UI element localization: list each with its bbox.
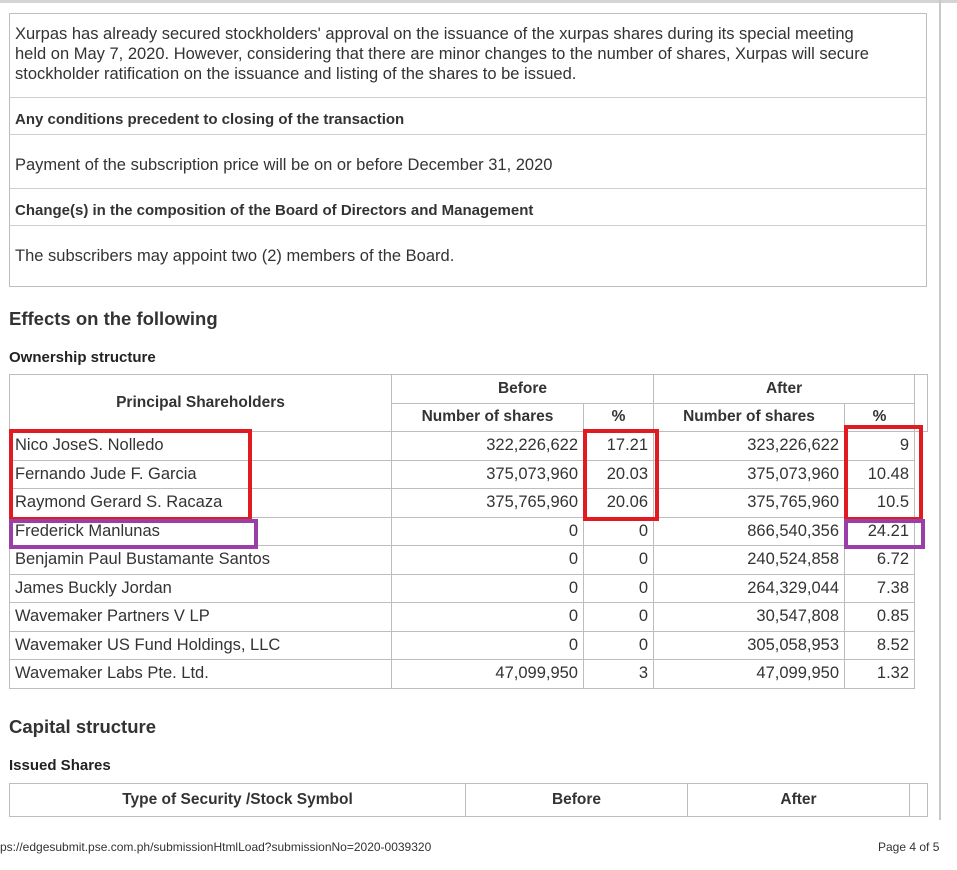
shareholder-name: Raymond Gerard S. Racaza: [10, 489, 392, 518]
after-pct: 8.52: [845, 631, 915, 660]
divider: [10, 134, 926, 135]
after-pct: 1.32: [845, 660, 915, 689]
col-after: After: [654, 375, 915, 404]
before-pct: 20.06: [584, 489, 654, 518]
col-security-type: Type of Security /Stock Symbol: [10, 784, 466, 817]
col-before: Before: [392, 375, 654, 404]
issued-shares-table: [9, 783, 928, 817]
transaction-details-panel: [9, 13, 927, 287]
ownership-heading: Ownership structure: [9, 349, 156, 366]
before-shares: 375,765,960: [392, 489, 584, 518]
after-shares: 375,073,960: [654, 460, 845, 489]
table-row: [10, 574, 928, 603]
table-row: [10, 631, 928, 660]
after-pct: 9: [845, 432, 915, 461]
before-shares: 0: [392, 631, 584, 660]
after-pct: 10.5: [845, 489, 915, 518]
after-pct: 10.48: [845, 460, 915, 489]
shareholder-name: Frederick Manlunas: [10, 517, 392, 546]
conditions-text: Payment of the subscription price will be on or before December 31, 2020: [15, 156, 553, 174]
shareholder-name: Wavemaker Partners V LP: [10, 603, 392, 632]
highlight-before-pct: [583, 429, 659, 521]
board-heading: Change(s) in the composition of the Board of Directors and Management: [15, 202, 534, 219]
shareholder-name: Wavemaker US Fund Holdings, LLC: [10, 631, 392, 660]
col-before: Before: [466, 784, 688, 817]
top-border: [0, 0, 957, 3]
col-before-pct: %: [584, 403, 654, 432]
after-shares: 375,765,960: [654, 489, 845, 518]
after-shares: 264,329,044: [654, 574, 845, 603]
table-row: [10, 660, 928, 689]
table-row: [10, 546, 928, 575]
after-shares: 866,540,356: [654, 517, 845, 546]
divider: [10, 225, 926, 226]
before-shares: 0: [392, 603, 584, 632]
after-shares: 305,058,953: [654, 631, 845, 660]
after-shares: 240,524,858: [654, 546, 845, 575]
page-right-rule: [939, 0, 941, 820]
before-shares: 375,073,960: [392, 460, 584, 489]
before-shares: 0: [392, 517, 584, 546]
shareholder-name: Benjamin Paul Bustamante Santos: [10, 546, 392, 575]
before-pct: 0: [584, 546, 654, 575]
highlight-manlunas-name: [9, 519, 258, 549]
after-pct: 0.85: [845, 603, 915, 632]
col-after-shares: Number of shares: [654, 403, 845, 432]
highlight-manlunas-pct: [844, 519, 925, 549]
before-pct: 20.03: [584, 460, 654, 489]
col-principal-shareholders: Principal Shareholders: [10, 375, 392, 432]
highlight-after-pct: [844, 425, 923, 521]
effects-heading: Effects on the following: [9, 308, 218, 329]
before-shares: 0: [392, 574, 584, 603]
col-before-shares: Number of shares: [392, 403, 584, 432]
shareholder-name: Fernando Jude F. Garcia: [10, 460, 392, 489]
highlight-founders-names: [9, 429, 252, 521]
footer-url: ps://edgesubmit.pse.com.ph/submissionHtmlLoad?submissionNo=2020-0039320: [0, 840, 432, 854]
divider: [10, 97, 926, 98]
col-after-pct: %: [845, 403, 915, 432]
after-pct: 6.72: [845, 546, 915, 575]
shareholder-name: Wavemaker Labs Pte. Ltd.: [10, 660, 392, 689]
after-pct: 24.21: [845, 517, 915, 546]
table-row: [10, 603, 928, 632]
after-shares: 323,226,622: [654, 432, 845, 461]
issued-shares-heading: Issued Shares: [9, 757, 111, 774]
col-after: After: [688, 784, 910, 817]
after-pct: 7.38: [845, 574, 915, 603]
footer-page-number: Page 4 of 5: [878, 840, 940, 854]
approval-paragraph-line-3: stockholder ratification on the issuance and listing of the shares to be issued.: [15, 65, 577, 83]
before-pct: 3: [584, 660, 654, 689]
divider: [10, 188, 926, 189]
before-pct: 0: [584, 603, 654, 632]
approval-paragraph-line-2: held on May 7, 2020. However, considering that there are minor changes to the number of shares, Xurpas will secure: [15, 45, 869, 63]
approval-paragraph-line-1: Xurpas has already secured stockholders' approval on the issuance of the xurpas shares during its special meeting: [15, 25, 854, 43]
board-text: The subscribers may appoint two (2) members of the Board.: [15, 247, 455, 265]
before-shares: 0: [392, 546, 584, 575]
before-pct: 0: [584, 517, 654, 546]
table-edge-spacer: [915, 375, 928, 432]
after-shares: 30,547,808: [654, 603, 845, 632]
before-shares: 322,226,622: [392, 432, 584, 461]
before-pct: 0: [584, 631, 654, 660]
shareholder-name: James Buckly Jordan: [10, 574, 392, 603]
before-shares: 47,099,950: [392, 660, 584, 689]
before-pct: 17.21: [584, 432, 654, 461]
shareholder-name: Nico JoseS. Nolledo: [10, 432, 392, 461]
conditions-heading: Any conditions precedent to closing of the transaction: [15, 111, 405, 128]
before-pct: 0: [584, 574, 654, 603]
after-shares: 47,099,950: [654, 660, 845, 689]
table-edge-spacer: [910, 784, 928, 817]
capital-heading: Capital structure: [9, 716, 157, 737]
